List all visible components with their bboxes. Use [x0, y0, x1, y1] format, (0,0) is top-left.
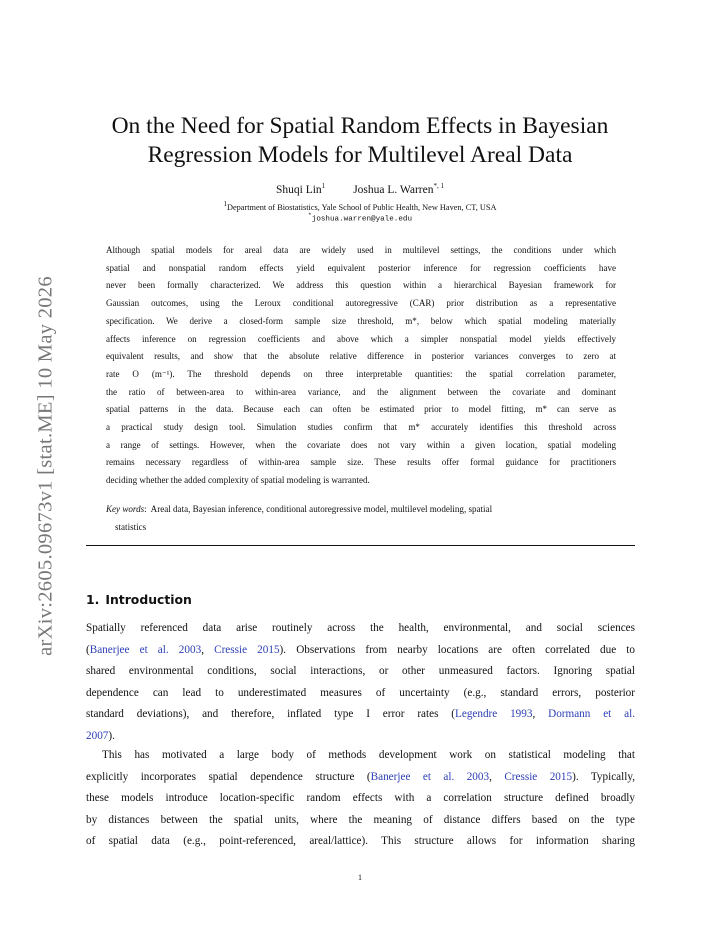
corresponding-email — [0, 212, 720, 224]
section-title: Introduction — [105, 592, 192, 607]
text-fragment: ( — [86, 643, 90, 656]
author-affiliation-mark: *, 1 — [433, 182, 444, 190]
text-line: of spatial data (e.g., point-referenced, areal/lattice). This structure allows for information sharing — [86, 835, 635, 847]
author-2 — [353, 184, 444, 196]
text-line — [86, 704, 635, 726]
abstract-line: Gaussian outcomes, using the Leroux conditional autoregressive (CAR) prior distribution as a representative — [106, 298, 616, 309]
citation-link[interactable]: Banerjee et al. 2003 — [89, 643, 202, 656]
affiliation-text: Department of Biostatistics, Yale School of Public Health, New Haven, CT, USA — [226, 202, 497, 212]
abstract — [106, 242, 616, 490]
citation-link[interactable]: Dormann et al. — [548, 708, 635, 720]
section-heading — [86, 592, 192, 607]
text-line: dependence can lead to underestimated measures of uncertainty (e.g., standard errors, posterior — [86, 686, 635, 699]
intro-paragraph-2 — [86, 745, 635, 853]
text-fragment: ). Observations from nearby locations are often correlated due to — [279, 643, 636, 656]
abstract-line: equivalent results, and show that the absolute relative difference in posterior variances converges to zero at — [106, 351, 616, 362]
keywords-text: Areal data, Bayesian inference, conditional autoregressive model, multilevel modeling, spatial — [150, 504, 493, 514]
text-fragment: , — [201, 643, 215, 656]
text-fragment: ). — [108, 729, 115, 742]
text-fragment: explicitly incorporates spatial dependence structure ( — [86, 770, 371, 783]
text-fragment: , — [532, 708, 549, 720]
keywords-line-1: Key words: Areal data, Bayesian inference, conditional autoregressive model, multilevel modeling, spatial — [106, 504, 493, 514]
citation-link[interactable]: 2007 — [86, 729, 109, 742]
text-line: This has motivated a large body of methods development work on statistical modeling that — [102, 749, 635, 761]
author-name: Joshua L. Warren — [353, 183, 434, 196]
abstract-line: spatial and nonspatial random effects yield equivalent posterior inference for regression coefficients have — [106, 262, 616, 273]
affiliation-mark: 1 — [223, 201, 227, 208]
arxiv-identifier-stamp: arXiv:2605.09673v1 [stat.ME] 10 May 2026 — [34, 276, 57, 656]
citation-link[interactable]: Banerjee et al. 2003 — [370, 770, 490, 783]
abstract-line: a practical study design tool. Simulation studies confirm that m* accurately identifies this threshold across — [106, 422, 616, 433]
abstract-line: deciding whether the added complexity of spatial modeling is warranted. — [106, 475, 370, 486]
text-fragment: ). Typically, — [572, 770, 636, 783]
title-line-1: On the Need for Spatial Random Effects in Bayesian — [111, 113, 609, 139]
abstract-line: remains necessary regardless of within-area sample size. These results offer formal guidance for practitioners — [106, 457, 616, 468]
text-fragment: standard deviations), and therefore, inflated type I error rates ( — [86, 708, 456, 720]
text-line — [86, 767, 635, 789]
abstract-line: spatial patterns in the data. Because each can often be estimated prior to model fitting, m* can serve as — [106, 404, 616, 415]
abstract-divider — [86, 545, 635, 546]
abstract-line: specification. We derive a closed-form sample size threshold, m*, below which spatial modeling materially — [106, 315, 616, 326]
text-line — [86, 726, 635, 748]
text-line: by distances between the spatial units, where the meaning of distance differs based on the type — [86, 813, 635, 826]
email-mark: * — [307, 212, 312, 219]
author-affiliation-mark: 1 — [321, 182, 326, 190]
title-line-2: Regression Models for Multilevel Areal Data — [147, 142, 573, 168]
abstract-line: never been formally characterized. We address this question within a hierarchical Bayesian framework for — [106, 280, 616, 291]
affiliation — [0, 201, 720, 212]
text-line — [86, 640, 635, 662]
author-name: Shuqi Lin — [276, 183, 322, 196]
author-1 — [276, 184, 325, 196]
citation-link[interactable]: Cressie 2015 — [504, 770, 573, 783]
keywords-label: Key words — [106, 504, 145, 514]
section-number: 1. — [86, 592, 100, 607]
abstract-line: Although spatial models for areal data are widely used in multilevel settings, the conditions under which — [106, 245, 616, 255]
abstract-line: affects inference on regression coefficients and above which a simpler nonspatial model yields effectively — [106, 333, 616, 344]
email-address: joshua.warren@yale.edu — [311, 215, 413, 224]
abstract-line: a range of settings. However, when the covariate does not vary within a given location, spatial modeling — [106, 439, 616, 450]
abstract-line: the ratio of between-area to within-area variance, and the alignment between the covariate and dominant — [106, 386, 616, 397]
author-list — [0, 182, 720, 196]
intro-paragraph-1 — [86, 618, 635, 747]
citation-link[interactable]: Legendre 1993 — [455, 708, 533, 720]
text-line: these models introduce location-specific random effects with a correlation structure defined broadly — [86, 792, 635, 804]
keywords — [106, 501, 616, 536]
text-line: Spatially referenced data arise routinely across the health, environmental, and social sciences — [86, 622, 635, 634]
abstract-line: rate O (m⁻¹). The threshold depends on three interpretable quantities: the spatial correlation parameter, — [106, 368, 616, 379]
keywords-line-2: statistics — [115, 521, 147, 532]
page-number: 1 — [358, 873, 362, 882]
text-line: shared environmental conditions, social interactions, or other unmeasured factors. Ignoring spatial — [86, 665, 635, 677]
paper-title — [0, 112, 720, 170]
citation-link[interactable]: Cressie 2015 — [214, 643, 280, 656]
text-fragment: , — [489, 770, 505, 783]
